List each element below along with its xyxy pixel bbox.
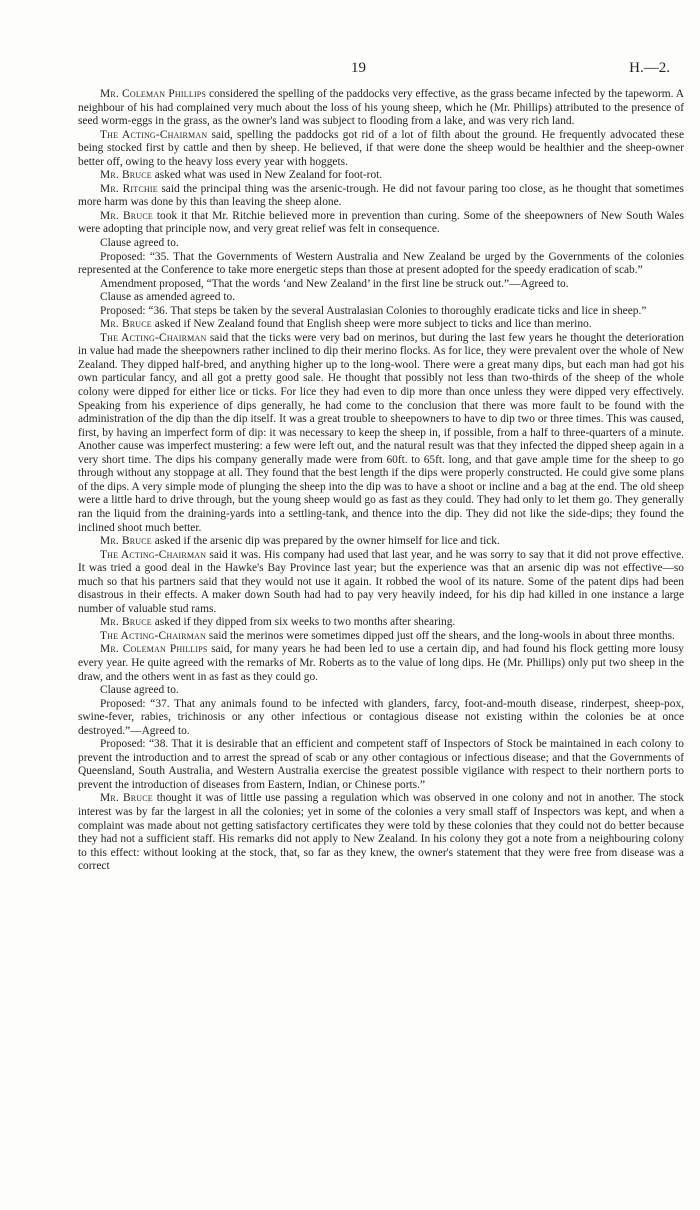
paragraph-text: considered the spelling of the paddocks very effective, as the grass became infected by the tapeworm. A neighbour of his had complained very much about the loss of his young sheep, which he (Mr. Phillips) attributed to the presence of seed worm-eggs in the grass, as the owner's land was subject to flooding from a lake, and was very rich land. [78, 88, 684, 128]
paragraph-text: said the principal thing was the arsenic-trough. He did not favour paring too close, as he thought that sometimes more harm was done by this than leaving the sheep alone. [78, 182, 684, 209]
paragraph-text: took it that Mr. Ritchie believed more in prevention than curing. Some of the sheepowners of New South Wales were adopting that principle now, and very great relief was felt in consequence. [78, 209, 684, 236]
paragraph [78, 792, 684, 873]
paragraph [78, 738, 684, 792]
paragraph [78, 278, 684, 292]
paragraph-text: Amendment proposed, “That the words ‘and New Zealand’ in the first line be struck out.”—Agreed to. [100, 277, 569, 290]
paragraph-text: asked what was used in New Zealand for foot-rot. [151, 169, 383, 182]
paragraph [78, 291, 684, 305]
paragraph-text: Clause agreed to. [100, 237, 179, 250]
speaker-name: The Acting-Chairman [100, 629, 206, 642]
paragraph-text: said that the ticks were very bad on merinos, but during the last few years he thought the deterioration in value had made the sheepowners rather inclined to dip their merino flocks. As for lice, they were prevalent over the whole of New Zealand. They dipped half-bred, and anything higher up to the long-wool. There were a great many dips, but each man had got his own particular fancy, and all got a pretty good sale. He thought that possibly not less than two-thirds of the sheep of the whole colony were dipped for either lice or ticks. For lice they had even to dip more than once unless they were dipped very effectively. Speaking from his experience of dips generally, he had come to the conclusion that there was more fault to be found with the administration of the dip than the dip itself. It was a great trouble to sheepowners to have to dip two or three times. This was caused, first, by having an imperfect form of dip: it was necessary to keep the sheep in, if possible, from a half to three-quarters of a minute. Another cause was imperfect mustering: a few were left out, and the natural result was that they infected the dipped sheep again in a very short time. The dips his company generally made were from 60ft. to 65ft. long, and that gave ample time for the sheep to go through without any stoppage at all. They found that the best length if the dips were properly constructed. He could give some plans of the dips. A very simple mode of plunging the sheep into the dip was to have a shoot or incline and a bag at the end. The old sheep were a little hard to drive through, but the young sheep would go as fast as they could. They had only to let them go. They generally ran the liquid from the draining-yards into a settling-tank, and thence into the dip. They did not like the side-dips; they found the inclined shoot much better. [78, 331, 684, 534]
paragraph-text: Proposed: “36. That steps be taken by the several Australasian Colonies to thoroughly eradicate ticks and lice in sheep.” [100, 304, 647, 317]
speaker-name: Mr. Bruce [100, 169, 152, 182]
paragraph-text: Proposed: “38. That it is desirable that an efficient and competent staff of Inspectors of Stock be maintained in each colony to prevent the introduction and to arrest the spread of scab or any other contagious or infectious disease; and that the Governments of Queensland, South Australia, and Western Australia exercise the greatest possible vigilance with respect to their northern ports to prevent the introduction of diseases from Eastern, Indian, or Chinese ports.” [78, 738, 684, 791]
paragraph-text: Proposed: “37. That any animals found to be infected with glanders, farcy, foot-and-mouth disease, rinderpest, sheep-pox, swine-fever, rabies, trichinosis or any other infectious or contagious disease not existing within the colonies be at once destroyed.”—Agreed to. [78, 697, 684, 737]
page-header [0, 60, 700, 80]
paragraph [78, 251, 684, 278]
speaker-name: The Acting-Chairman [100, 331, 207, 344]
speaker-name: Mr. Coleman Phillips [100, 88, 207, 100]
paragraph-text: Proposed: “35. That the Governments of Western Australia and New Zealand be urged by the Governments of the colonies represented at the Conference to take more energetic steps than those at present adopted for the speedy eradication of scab.” [78, 250, 684, 277]
paragraph-text: said, for many years he had been led to use a certain dip, and had found his flock getting more lousy every year. He quite agreed with the remarks of Mr. Roberts as to the value of long dips. He (Mr. Phillips) only put two sheep in the draw, and the others went in as fast as they could go. [78, 643, 685, 683]
speaker-name: Mr. Coleman Phillips [100, 643, 208, 656]
paragraph [78, 129, 684, 170]
paragraph-text: said the merinos were sometimes dipped just off the shears, and the long-wools in about three months. [205, 629, 675, 642]
paragraph-text: Clause as amended agreed to. [100, 291, 236, 304]
speaker-name: Mr. Bruce [100, 535, 152, 548]
paragraph [78, 698, 684, 739]
speaker-name: Mr. Bruce [100, 318, 152, 331]
paragraph [78, 616, 684, 630]
paragraph [78, 332, 684, 535]
paragraph [78, 210, 684, 237]
paragraph-text: asked if New Zealand found that English sheep were more subject to ticks and lice than merino. [151, 318, 592, 331]
paragraph-text: Clause agreed to. [100, 684, 179, 697]
paragraph [78, 535, 684, 549]
paragraph [78, 318, 684, 332]
speaker-name: Mr. Bruce [100, 792, 153, 805]
page-number: 19 [351, 60, 366, 76]
paragraph [78, 643, 684, 684]
paragraph [78, 549, 684, 617]
paragraph [78, 305, 684, 319]
paragraph [78, 183, 684, 210]
speaker-name: Mr. Bruce [100, 209, 153, 222]
speaker-name: Mr. Bruce [100, 616, 152, 629]
paragraph-text: thought it was of little use passing a regulation which was observed in one colony and not in another. The stock interest was by far the largest in all the colonies; yet in some of the colonies a very small staff of Inspectors was kept, and when a complaint was made about not getting satisfactory certificates they were told by these colonies that they could not do better because they had not a sufficient staff. His remarks did not apply to New Zealand. In his colony they got a note from a neighbouring colony to this effect: without looking at the stock, that, so far as they knew, the owner's statement that they were free from disease was a correct [78, 792, 684, 873]
document-code: H.—2. [629, 60, 670, 76]
paragraph-text: asked if they dipped from six weeks to two months after shearing. [151, 616, 456, 629]
paragraph [78, 88, 684, 129]
paragraph-text: said it was. His company had used that last year, and he was sorry to say that it did not prove effective. It was tried a good deal in the Hawke's Bay Province last year; but the experience was that an arsenic dip was not effective—so much so that his partners said that they would not use it again. It robbed the wool of its nature. Some of the patent dips had been disastrous in their effects. A maker down South had had to pay very heavily indeed, for his dip had killed in one instance a large number of valuable stud rams. [78, 548, 684, 615]
paragraph [78, 630, 684, 644]
paragraph [78, 169, 684, 183]
paragraph [78, 684, 684, 698]
speaker-name: The Acting-Chairman [100, 128, 208, 141]
speaker-name: Mr. Ritchie [100, 182, 158, 195]
speaker-name: The Acting-Chairman [100, 548, 207, 561]
document-body [78, 88, 684, 874]
paragraph [78, 237, 684, 251]
paragraph-text: said, spelling the paddocks got rid of a lot of filth about the ground. He frequently advocated these being stocked first by cattle and then by sheep. He believed, if that were done the sheep would be healthier and the sheep-owner better off, owing to the heavy loss every year with hoggets. [78, 128, 684, 168]
paragraph-text: asked if the arsenic dip was prepared by the owner himself for lice and tick. [151, 535, 500, 548]
